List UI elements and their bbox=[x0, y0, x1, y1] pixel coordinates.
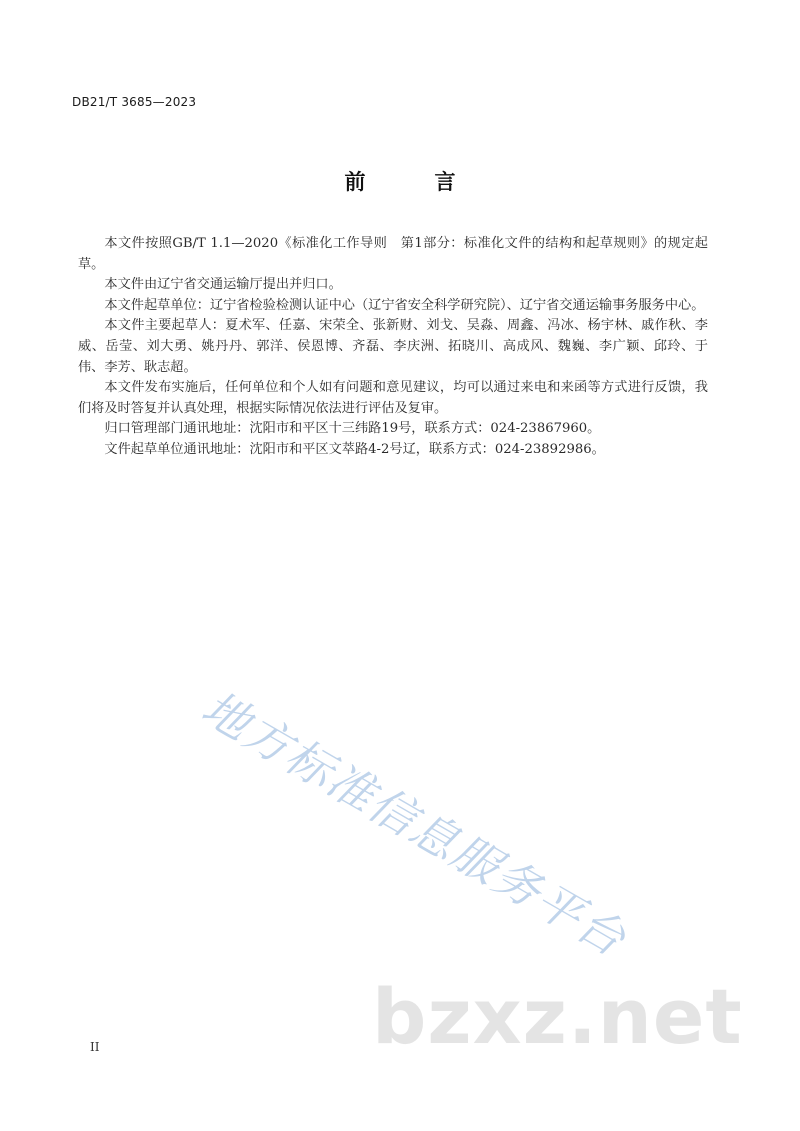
paragraph-proposer: 本文件由辽宁省交通运输厅提出并归口。 bbox=[104, 277, 342, 293]
platform-watermark: 地方标准信息服务平台 bbox=[193, 680, 636, 967]
paragraph-drafting-basis: 本文件按照GB/T 1.1—2020《标准化工作导则 第1部分：标准化文件的结构和起草规则》的规定起草。 bbox=[78, 236, 708, 272]
document-code: DB21/T 3685—2023 bbox=[72, 95, 197, 109]
foreword-body bbox=[78, 234, 708, 461]
paragraph-feedback: 本文件发布实施后，任何单位和个人如有问题和意见建议，均可以通过来电和来函等方式进行反馈，我们将及时答复并认真处理，根据实际情况依法进行评估及复审。 bbox=[78, 380, 708, 416]
paragraph-drafter-address: 文件起草单位通讯地址：沈阳市和平区文萃路4-2号辽，联系方式：024-23892986。 bbox=[104, 441, 605, 457]
paragraph-drafters: 本文件主要起草人：夏术军、任嘉、宋荣全、张新财、刘戈、吴淼、周鑫、冯冰、杨宇林、戚作秋、李威、岳莹、刘大勇、姚丹丹、郭洋、侯恩博、齐磊、李庆洲、拓晓川、高成风、魏巍、李广颖、邱玲、于伟、李芳、耿志超。 bbox=[78, 318, 708, 375]
site-watermark: bzxz.net bbox=[372, 972, 743, 1061]
paragraph-drafting-units: 本文件起草单位：辽宁省检验检测认证中心（辽宁省安全科学研究院）、辽宁省交通运输事务服务中心。 bbox=[104, 297, 705, 313]
page-title: 前 言 bbox=[344, 170, 480, 194]
paragraph-admin-address: 归口管理部门通讯地址：沈阳市和平区十三纬路19号，联系方式：024-23867960。 bbox=[104, 421, 601, 437]
page-number: II bbox=[90, 1040, 100, 1054]
